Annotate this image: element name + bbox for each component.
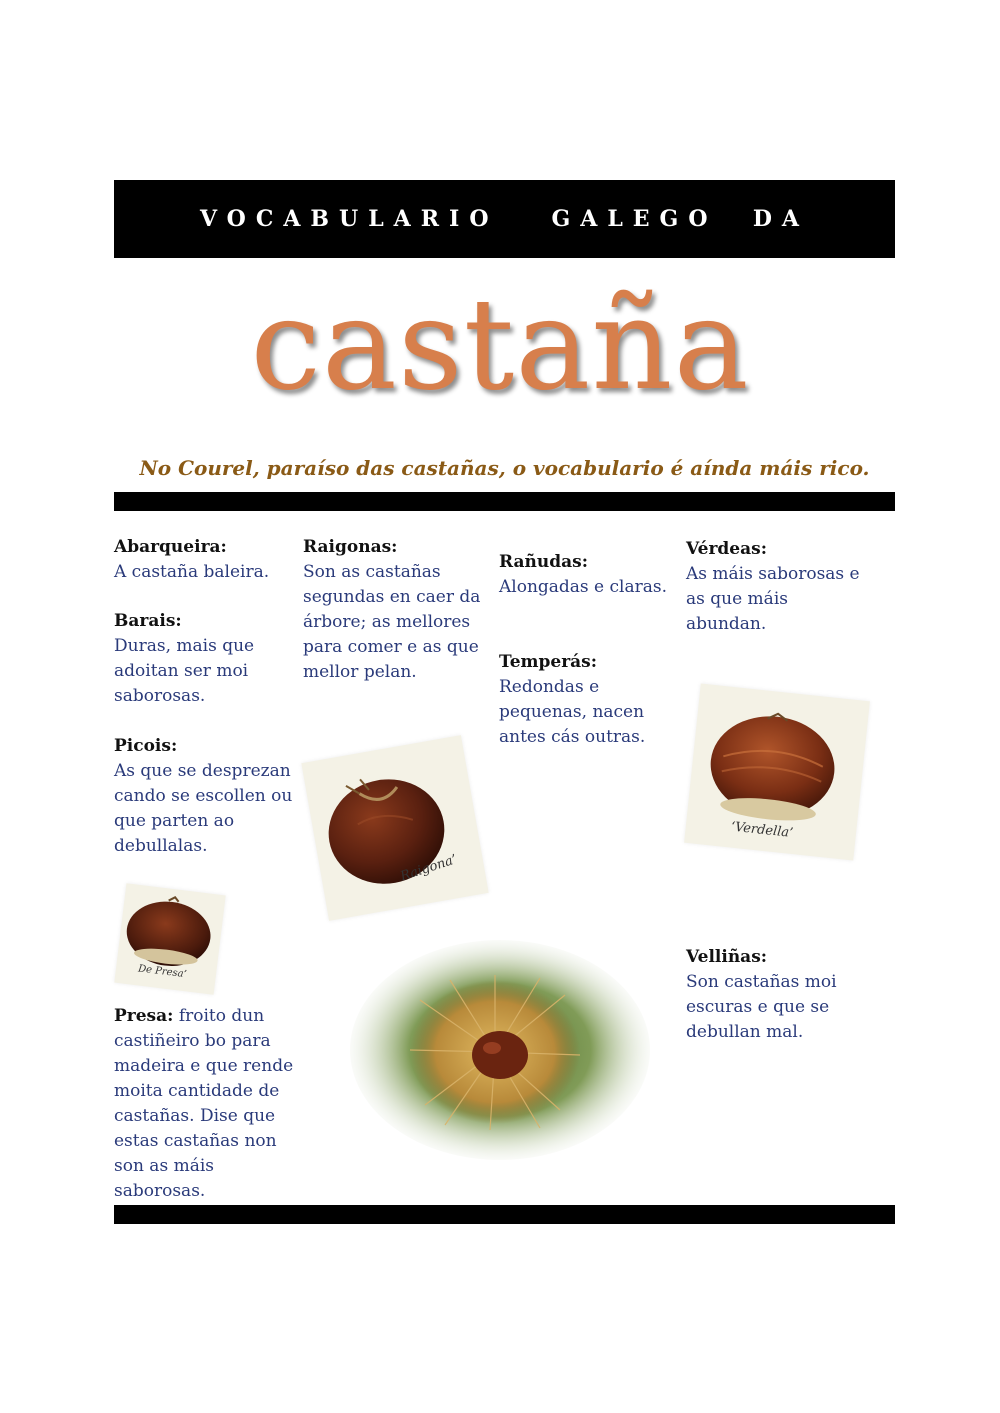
- entry-definition: As que se desprezan cando se escollen ou que parten ao debullalas.: [114, 761, 293, 856]
- chestnut-burr-icon: [350, 940, 650, 1160]
- entry-definition: Alongadas e claras.: [499, 577, 668, 597]
- bottom-divider: [114, 1205, 895, 1224]
- tagline: No Courel, paraíso das castañas, o vocabulario é aínda máis rico.: [139, 456, 870, 480]
- photo-caption: De Presa’: [137, 963, 188, 981]
- photo-de-presa-chestnut: [114, 883, 225, 994]
- entry-definition: Son castañas moi escuras e que se debullan mal.: [686, 972, 837, 1042]
- entry-term: Presa:: [114, 1006, 174, 1026]
- entry-definition: A castaña baleira.: [114, 562, 270, 582]
- entry-presa: [114, 1004, 296, 1204]
- title-banner: [114, 180, 895, 258]
- photo-chestnut-burr: [350, 940, 650, 1160]
- entry-verdeas: [686, 537, 871, 637]
- entry-term: Raigonas:: [303, 537, 398, 557]
- photo-verdella-chestnut: [684, 684, 870, 861]
- entry-picois: [114, 734, 296, 859]
- entry-ranudas: [499, 550, 679, 600]
- entry-vellinas: [686, 945, 866, 1045]
- entry-barais: [114, 609, 294, 709]
- page-title: castaña: [250, 271, 750, 418]
- top-divider: [114, 492, 895, 511]
- entry-term: Picois:: [114, 736, 178, 756]
- entry-definition: Son as castañas segundas en caer da árbore; as mellores para comer e as que mellor pelan.: [303, 562, 481, 682]
- chestnut-icon: [301, 735, 488, 921]
- entry-abarqueira: [114, 535, 294, 585]
- entry-temperas: [499, 650, 664, 750]
- banner-text: VOCABULARIO GALEGO DA: [200, 206, 809, 232]
- entry-raigonas: [303, 535, 485, 685]
- entry-term: Barais:: [114, 611, 182, 631]
- entry-term: Abarqueira:: [114, 537, 227, 557]
- entry-term: Temperás:: [499, 652, 598, 672]
- entry-definition: froito dun castiñeiro bo para madeira e que rende moita cantidade de castañas. Dise que estas castañas non son as máis saborosas.: [114, 1006, 294, 1201]
- entry-term: Vérdeas:: [686, 539, 767, 559]
- entry-term: Rañudas:: [499, 552, 589, 572]
- entry-definition: Duras, mais que adoitan ser moi saborosas.: [114, 636, 255, 706]
- entry-term: Velliñas:: [686, 947, 768, 967]
- photo-caption: ‘Verdella’: [730, 819, 794, 841]
- photo-raigona-chestnut: [301, 735, 488, 921]
- photo-caption: Raigona’: [398, 852, 459, 885]
- entry-definition: Redondas e pequenas, nacen antes cás outras.: [499, 677, 646, 747]
- entry-definition: As máis saborosas e as que máis abundan.: [686, 564, 860, 634]
